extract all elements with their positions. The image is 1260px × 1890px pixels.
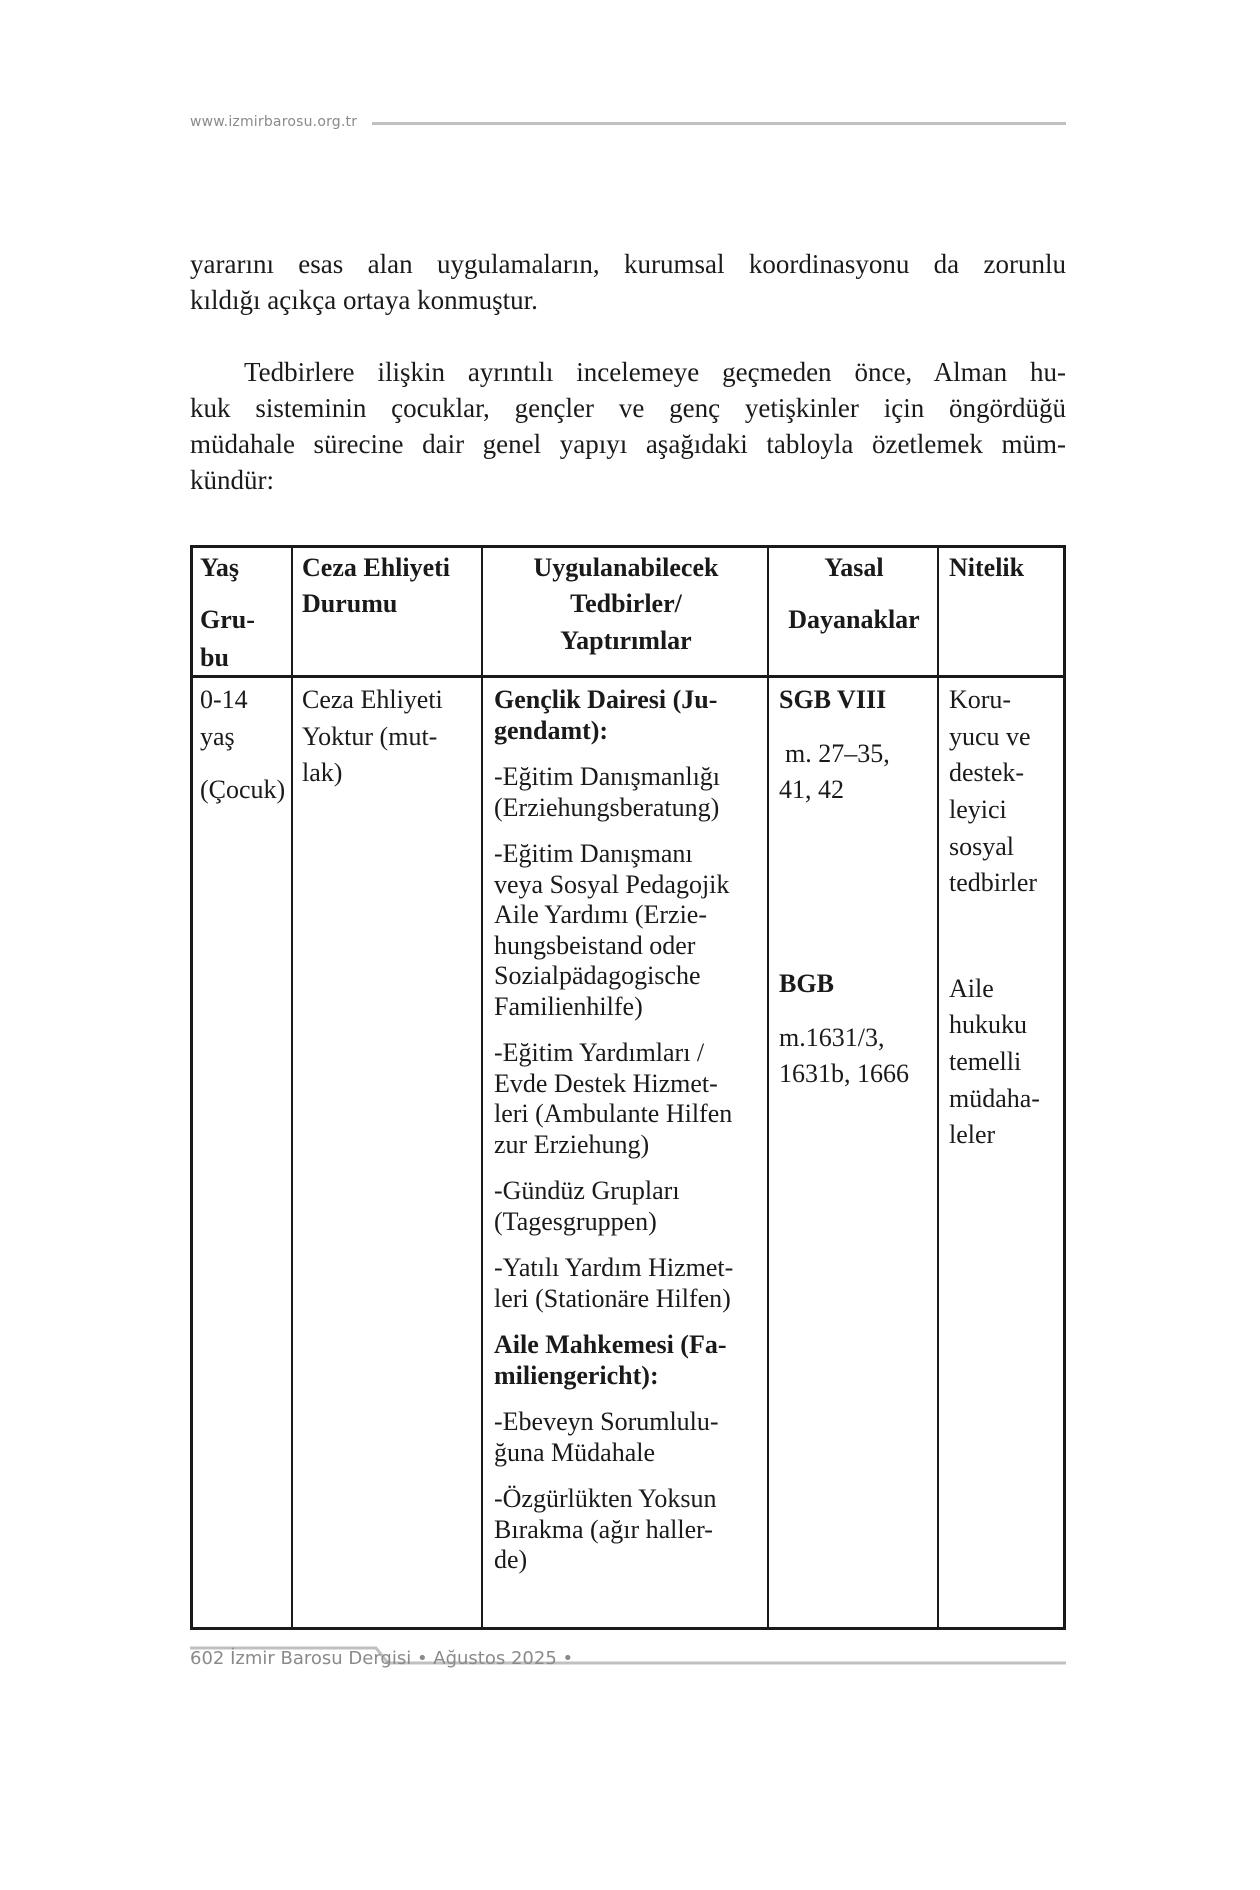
measure-item: -Ebeveyn Sorumlulu- ğuna Müdahale bbox=[494, 1407, 719, 1467]
measure-item: -Eğitim Yardımları / Evde Destek Hizmet- leri (Ambulante Hilfen zur Erziehung) bbox=[494, 1038, 733, 1159]
header-url: www.izmirbarosu.org.tr bbox=[190, 114, 358, 130]
age-group-cell: yaş bbox=[200, 722, 235, 751]
text-line: müdahale sürecine dair genel yapıyı aşağıdaki tabloyla özetlemek müm- bbox=[190, 429, 1066, 459]
measure-item: -Gündüz Grupları (Tagesgruppen) bbox=[494, 1176, 680, 1236]
text-line: yararını esas alan uygulamaların, kurumsal koordinasyonu da zorunlu bbox=[190, 249, 1066, 279]
header-measures: Yaptırımlar bbox=[560, 626, 692, 655]
measure-item: -Eğitim Danışmanlığı (Erziehungsberatung) bbox=[494, 762, 721, 822]
header-capacity: Ceza Ehliyeti bbox=[302, 553, 451, 582]
nature-line: leler bbox=[949, 1120, 996, 1149]
nature-line: yucu ve bbox=[949, 722, 1031, 751]
nature-line: Aile bbox=[949, 974, 994, 1003]
header-measures: Tedbirler/ bbox=[570, 589, 682, 618]
nature-line: leyici bbox=[949, 795, 1007, 824]
legal-basis-line: 1631b, 1666 bbox=[779, 1059, 909, 1088]
nature-line: hukuku bbox=[949, 1010, 1027, 1039]
capacity-cell: Yoktur (mut- bbox=[302, 722, 438, 751]
age-group-cell: 0-14 bbox=[200, 685, 248, 714]
nature-line: tedbirler bbox=[949, 868, 1038, 897]
header-measures: Uygulanabilecek bbox=[533, 553, 719, 582]
header-nature: Nitelik bbox=[949, 553, 1025, 582]
nature-line: Koru- bbox=[949, 685, 1012, 714]
legal-basis-sgb: SGB VIII bbox=[779, 685, 887, 714]
header-age-group: bu bbox=[200, 643, 229, 672]
legal-basis-bgb: BGB bbox=[779, 969, 834, 998]
nature-line: temelli bbox=[949, 1047, 1022, 1076]
measure-heading: Aile Mahkemesi (Fa- miliengericht): bbox=[494, 1330, 727, 1390]
header-capacity: Durumu bbox=[302, 589, 398, 618]
measure-item: -Yatılı Yardım Hizmet- leri (Stationäre Hilfen) bbox=[494, 1253, 734, 1313]
age-group-cell: (Çocuk) bbox=[200, 775, 286, 804]
text-line: kuk sisteminin çocuklar, gençler ve genç yetişkinler için öngördüğü bbox=[190, 393, 1066, 423]
measure-item: -Özgürlükten Yoksun Bırakma (ağır haller- de) bbox=[494, 1484, 717, 1574]
nature-line: müdaha- bbox=[949, 1084, 1040, 1113]
legal-basis-line: m. 27–35, bbox=[785, 739, 890, 768]
header-age-group: Yaş bbox=[200, 553, 240, 582]
nature-line: sosyal bbox=[949, 832, 1014, 861]
capacity-cell: lak) bbox=[302, 758, 343, 787]
nature-line: destek- bbox=[949, 758, 1025, 787]
header-legal-basis: Yasal bbox=[824, 553, 884, 582]
text-line: kıldığı açıkça ortaya konmuştur. bbox=[190, 285, 538, 315]
header-legal-basis: Dayanaklar bbox=[788, 605, 920, 634]
text-line: Tedbirlere ilişkin ayrıntılı incelemeye geçmeden önce, Alman hu- bbox=[244, 357, 1066, 387]
capacity-cell: Ceza Ehliyeti bbox=[302, 685, 443, 714]
measure-item: -Eğitim Danışmanı veya Sosyal Pedagojik Aile Yardımı (Erzie- hungsbeistand oder Sozialpädagogische Familienhilfe) bbox=[494, 839, 730, 1021]
legal-basis-line: m.1631/3, bbox=[779, 1023, 885, 1052]
measure-heading: Gençlik Dairesi (Ju- gendamt): bbox=[494, 685, 718, 745]
text-line: kündür: bbox=[190, 465, 274, 495]
footer-page-info: 602 İzmir Barosu Dergisi • Ağustos 2025 • bbox=[190, 1648, 574, 1669]
header-age-group: Gru- bbox=[200, 605, 255, 634]
legal-basis-line: 41, 42 bbox=[779, 775, 844, 804]
